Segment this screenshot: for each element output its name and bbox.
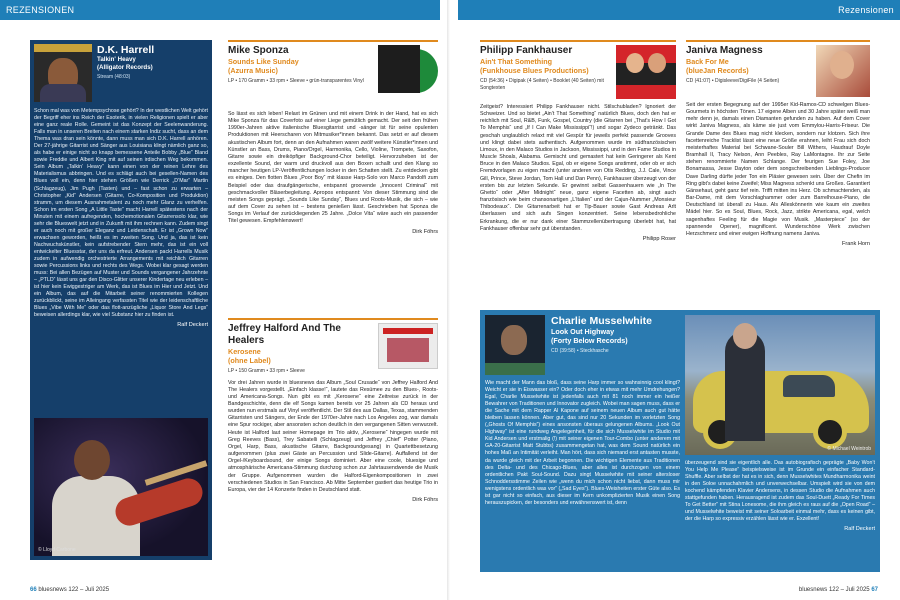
- section-header-right: Rezensionen: [458, 0, 900, 20]
- album-title: Back For Me (blueJan Records): [686, 57, 749, 75]
- artist-photo-guitar: [34, 418, 208, 556]
- review-author: Dirk Föhrs: [412, 228, 438, 235]
- review-janiva-magness: [686, 40, 870, 247]
- page-footer-left: [30, 587, 109, 593]
- photo-credit: © Lloyd Carbone: [38, 547, 76, 553]
- magazine-issue: bluesnews 122 – Juli 2025: [38, 587, 110, 593]
- section-header-left: REZENSIONEN: [0, 0, 440, 20]
- review-text: Vor drei Jahren wurde in bluesnews das Album „Soul Crusade“ von Jeffrey Halford And The Healers vorgestellt. „Einfach klasse!“, lautete das Resümee zu den Blues-, Roots- und Americana-Songs. Nun gibt es mit „Kerosene“ eine Zeitreise zurück in der Bandgeschichte, denn die elf Songs kamen bereits vor 25 Jahren als CD heraus und wurden nun erstmals auf Vinyl veröffentlicht. Der Stil des aus Dallas, Texas, stammenden Gitarristen und Sängers, der Ende der 1970er-Jahre nach Los Angeles zog, war damals eine Spur rockiger, aber ansonsten schon deutlich in den vergangenen Sitten verwurzelt. Heute ist Halford laut seiner Homepage im Trio aktiv, „Kerosene“ hingegen wurde mit Greg Reeves (Bass), Trey Sabatelli (Schlagzeug) und Jeffrey „Chief“ Potter (Piano, Orgel, Harp, Bass, akustische Gitarre, Backgroundgesang) in Quartettbesetzung aufgenommen (plus zwei Gäste an Percussion und Slide-Gitarre). Auffallend ist der Orgel-/Keyboardsound, der einige Songs dominiert. Aber eine coole, bluesige und atmosphärische Americana-Stimmung durchzog schon zur Jahrtausendwende die Musik der Gruppe. Aufgenommen wurden die Halford-Eigenkompositionen in zwei verschiedenen Studios in San Francisco. Ab Mitte September gastiert das heutige Trio in Europa, vier der 14 Konzerte finden in Deutschland statt.: [228, 379, 438, 493]
- album-cover-back-for-me: [816, 45, 870, 97]
- format-info: Stream (48:03): [97, 74, 131, 80]
- review-dk-harrell: [30, 40, 212, 560]
- divider: [480, 40, 676, 42]
- album-cover-talkin-heavy: [34, 44, 92, 102]
- album-title: Ain't That Something (Funkhouse Blues Productions): [480, 57, 589, 75]
- artist-name: Janiva Magness: [686, 45, 763, 56]
- review-text-col1: Wie macht der Mann das bloß, dass seine Harp immer so wahnsinnig cool klingt? Weicht er sie in Eiswasser ein? Oder doch eher in etwas mit mehr Umdrehungen? Egal, Charlie Musselwhite ist jedenfalls auch mit 81 noch immer ein heißer Bewahrer von Traditionen und Innovator zugleich. Wobei man sagen muss, dass er die Sache mit dem Rapper Al Kapone auf seinem neuen Album auch gut hätte bleiben lassen können. Aber gut, das sind nur 20 Sekunden im vorletzten Song („Ghosts Of Memphis“) eines ansonsten überaus gelungenen Albums. „Look Out Highway“ ist eine rundweg Angelegenheit, für die sich Musselwhite im Studio mit Kid Andersen und erstmalig (!) mit seiner eigenen Tour-Combo (unter anderem mit GA-20-Gitarrist Matt Stubbs) zusammengetan hat, was dem Sound natürlich ein hohes Maß an Intimität verleiht. Man hört, dass sich niemand erst antasten musste, da wurde gleich mit der Arbeit begonnen. Die wichtigen Elemente aus Traditionen des Delta- und des Chicago-Blues, aber alles ist durchzogen von einem ordentlichen Pakt Soul-Sound. Dazu singt Musselwhite mit seiner altersloser Schnoddersstimme Zeilen wie „wenn du mich schon nicht liebst, dann muss mir wenigstens ordentlich was vor“ („Sad Eyes“). Blues-Weisheiten erster Güte also. Es ist gar nicht so einfach, aus dieser im Kern unkomplizierten Musik einen Song herauszupicken, der besonders und erwähnenswert ist, denn: [485, 380, 680, 506]
- album-cover-vinyl: [378, 45, 438, 105]
- page-number: 67: [871, 587, 878, 593]
- review-author: Ralf Deckert: [177, 322, 208, 329]
- album-cover-aint-that-something: [616, 45, 676, 99]
- review-charlie-musselwhite: [480, 310, 880, 572]
- album-cover-kerosene: [378, 323, 438, 369]
- review-mike-sponza: [228, 40, 438, 235]
- page-footer-right: [799, 587, 878, 593]
- review-jeffrey-halford: [228, 318, 438, 503]
- review-text: Seit der ersten Begegnung auf der 1995er Kid-Ramos-CD schwelgen Blues-Gourmets in höchsten Tönen. 17 eigene Alben und 30 Jahre später weiß man mehr denn je, damals einen Diamanten gefunden zu haben. Auf dem Cover wirkt Janiva Magness, als käme sie just vom Emmylou-Harris-Friseur. Die Grande Dame des Blues mag nicht klecken, sondern nur klotzen. Sich ihre facettenreiche Tracklist lässt eine neue Größe erahnen, leiht Frau sich doch meisterhaftes Material bei Schwane-Souler Bill Withers, Haudrauf Doyle Bramhall II, Tracy Nelson, Ann Peebles, Ray LaMontagne. Ihr zur Seite stehen renommierte Namen Schlange. Der feurigen Sue Foley, Joe Bonamassa, Jesse Dayton oder dem songschreibenden Lieblings-Producer Dave Darling dürfte jeder Ton ein Pläsier gewesen sein. Über der Chefin im Ring gibt's dabei keine Zweifel; Miss Magness schenkt uns Großes. Garantiert Gänsehaut, geht ganz tief rein. Trifft mitten ins Herz. Ob schmachtenden, als Bar-Dame, mit dem Vorschlaghammer oder zum Barrelhouse-Piano, die Deutschland ist überall zu Haus. Als Alleskönnerin wie kaum ein zweites Mädel hier. So es Soul, Blues, Rock, Jazz, strikte Americana, egal, welch sagenhaftes Feeling für die Magie von Musik. „Masterpiece“ (so der spannende Opener), magnificent. Wunderschöne Werk zwischen Herzschmerz und einer ewigen Hoffnung namens Janiva.: [686, 102, 870, 237]
- artist-photo-car: [685, 315, 875, 455]
- album-title: Kerosene (ohne Label): [228, 347, 271, 365]
- format-info: LP • 150 Gramm • 33 rpm • Sleeve: [228, 368, 305, 374]
- magazine-issue: bluesnews 122 – Juli 2025: [798, 587, 870, 593]
- review-text-col2: überzeugend sind sie eigentlich alle. Das autobiografisch geprägte „Baby Won’t You Help Me Please“ beispielsweise ist im Grunde ein einfacher Standard-Shuffle. Aber selbst der hat es in sich, denn Musselwhites Mundharmonika weint in den Soloe unnachahmlich und unverwechselbar. Umspielt wird sie von dem kochend kämpfenden Klavier Andersens, in dessen Studio die Aufnahmen auch stattgefunden haben. Herausragend ist zudem das Soul-Duett „Ready For Times To Get Better“ mit Stina Lonesome, die ihm gleich es raus auf die „Open Road“ – und Musselwhite beweist mit seiner Soloarbeit einmal mehr, dass es keinen gibt, der die Harp so expressiv erzählen lässt wie er. Exzellent!: [685, 460, 875, 523]
- review-philipp-fankhauser: [480, 40, 676, 242]
- review-text: Zeitgeist? Interessiert Philipp Fankhauser nicht. Stilschubladen? Ignoriert der Schweizer. Und so bietet „Ain’t That Something“ natürlich Blues, doch den hat er reichlich mit Soul, R&B, Funk, Gospel, Country (die Gitarren bei „That’s How I Got To Memphis“ und „If I Can Make Mississippi“!) und sogar Zydeco getränkt. Das geschah unglaublich relaxt mit viel Gespür für jeweils perfekt passende Grooves und klingt dabei stets authentisch. Aufgenommen wurde im südfranzösischen Limoux, in den Malaco Studios in Jackson, Mississippi, und in den Fame Studios in Muscle Shoals, Alabama. Gemischt und gemastert hat kein Geringerer als Kent Bruce in den Malaco Studios. Egal, ob er eigene Songs anstimmt, oder ob er sich Fremdvorlagen zu eigen macht (unter anderen von Otis Redding, J.J. Cale, Vince Gill, Prince, Steve Jordan, Tom Hall und Dan Penn), Fankhauser überzeugt von der ersten bis zur letzten Sekunde. Er gewinnt selbst Gassenhauern wie „In The Ghetto“ oder „After Midnight“ neue, ganz eigene Facetten ab, singt auch französisch wie beim chansonartigen „L’Italien“ und der Cajun-Nummer „Monsieur Thibodeaux“. Die Gitarrenarbeit hat er Tip-Bauer sowie Gast Andreas Arlt überlassen und sich aufs Singen konzentriert. Seine lebensbedrohliche Erkrankung, die er nur dank einer Stammzellenübertragung überlebt hat, hat Fankhauser offenbar sehr gut überstanden.: [480, 104, 676, 232]
- album-title: Talkin' Heavy (Alligator Records): [97, 56, 153, 71]
- divider: [228, 318, 438, 320]
- review-author: Philipp Roser: [642, 235, 676, 242]
- album-title: Sounds Like Sunday (Azurra Music): [228, 57, 299, 75]
- divider: [228, 40, 438, 42]
- review-author: Dirk Föhrs: [412, 497, 438, 503]
- artist-name: Charlie Musselwhite: [551, 315, 652, 327]
- format-info: CD (54:36) • Digipak (4 Seiten) • Booklet (40 Seiten) mit Songtexten: [480, 78, 604, 91]
- right-page: [450, 0, 900, 600]
- photo-credit: © Michael Weintrob: [827, 446, 871, 452]
- format-info: CD (39:58) • Steckhasche: [551, 348, 609, 354]
- divider: [686, 40, 870, 42]
- artist-name: Mike Sponza: [228, 45, 289, 56]
- album-cover-look-out-highway: [485, 315, 545, 375]
- album-title: Look Out Highway (Forty Below Records): [551, 327, 628, 345]
- review-author: Frank Horn: [842, 240, 870, 247]
- artist-name: D.K. Harrell: [97, 44, 155, 56]
- format-info: CD (41:07) • Digisleeve/DigiFile (4 Seiten): [686, 78, 780, 84]
- artist-name: Jeffrey Halford And The Healers: [228, 323, 341, 346]
- artist-name: Philipp Fankhauser: [480, 45, 573, 56]
- review-author: Ralf Deckert: [844, 526, 875, 533]
- review-text: Schon mal was von Metempsychose gehört? In der westlichen Welt gehört der Begriff eher ins Reich der Esoterik, in vielen Religionen spielt er aber eine ganz reale Rolle. Gemeint ist das Konzept der Seelenwanderung. Falls man in unseren Breiten nach einem starken Indiz sucht, dass an dem Thema was dran sein könnte, dann muss man sich D.K. Harrell anhören. Der 27-jährige Gitarrist und Sänger aus Louisiana klingt nämlich ganz so, als habe er einige nicht so knapp bemessene Anteile Bobby „Blue“ Bland sowie Freddie und Albert King mit auf seinen irdischen Weg bekommen. Sein Album „Talkin‘ Heavy“ kann einen von der reinen Lehre des Materialismus abbringen. Und es schlägt auch bei gesellen-Namen des Blues voll ein, denn hier stehen Größen wie Derrick „D’Mar“ Martin (Schlagzeug), Jim Pugh (Tasten) und – fast schon zu erwarten – Christopher „Kid“ Andersen (Gitarre, Co-Komposition und Produktion) stramm, um diesem Ausnahmetalent zu noch mehr Glanz zu verhelfen. Schon im ersten Song „A Little Taste“ macht Harrell spätestens nach der Minuten mit einem aufregenden, hochemotionalen Gitarrensolo klar, wie sehr die Blueswelt jetzt und in Zukunft mit ihm rechnen kann. Zudem singt er auch noch mit großer Eleganz und Leidenschaft. Er ist „Grown Now“ erwachsen geworden, heißt es im zweiten Song. Und ja, das ist kein Nachwuchskünstler, kein aufstrebender Stern mehr, das ist ein voll entwickelter Bluesstar, der uns da erfreut. Andersen packt Harrells Musik zudem in aufwendig orchestrierte Arrangements mit reichlich Gitarren sowie Percussions links und rechts des Wegs. Wobei klar gesagt werden muss: Bei allen Bezügen auf Muster und Sounds vergangener Jahrzehnte – „PTLD“ lässt uns gar den Disco-Glitter unserer Kindertage neu erleben – ist hier kein Ewiggestriger am Werk, das ist Blues im Hier und Jetzt. Und ein Album, das auf die Mitarbeit seiner renommierten Kollegen zurückblickt, seine im Alleingang verfassten Titel wie der leidenschaftliche Blues „Vibe With Me“ oder das flott-anzügliche „Liquor Store And Legs“ beweisen allerdings klar, wie viel Substanz hier zu finden ist.: [34, 108, 208, 319]
- page-number: 66: [30, 587, 37, 593]
- review-text: So lässt es sich leben! Relaxt im Grünen und mit einem Drink in der Hand, hat es sich Mike Sponza für das Coverfoto auf einer Liege gemütlich gemacht. Der seit den frühen 1990er-Jahren aktive italienische Bluesgitarrist und -sänger ist für seine opulenten Produktionen mit Heerscharen von Mitmusiker*innen bekannt. Das setzt er auf diesem akustischen Album fort, denn an den Aufnahmen waren zwölf weitere Künstler*innen und Künstler an Bass, Drums, Piano/Orgel, Harmonika, Cello, Violine, Trompete, Saxofon, Gitarre sowie ein dreiköpfiger Background-Chor beteiligt. Hervorzuheben ist der exzellente Sound, der warm und druckvoll aus den Boxen schallt und den Klang so mancher heutigen LP-Veröffentlichungen locker in den Schatten stellt. Zu entdecken gibt es einiges. Den flotten Blues „Poor Boy“ mit klasse Harp-Solo von Marco Pandolfi zum Beispiel oder das draufgängerische, entspannt groovende „Innocent Criminal“ mit geschmackvoller Bläserbegleitung. Apropos entspannt: Von dieser Stimmung sind die meisten Songs geprägt. „Sounds Like Sunday“, Blues und Roots-Musik, die sich – wie auf dem Cover zu sehen ist – bestens genießen lässt. Geschrieben hat Sponza die Songs im Verlauf der zurückliegenden 25 Jahre. „Dolce Vita“ wäre auch ein passender Titel gewesen. Empfehlenswert!: [228, 111, 438, 225]
- format-info: LP • 170 Gramm • 33 rpm • Sleeve • grün-transparentes Vinyl: [228, 78, 364, 84]
